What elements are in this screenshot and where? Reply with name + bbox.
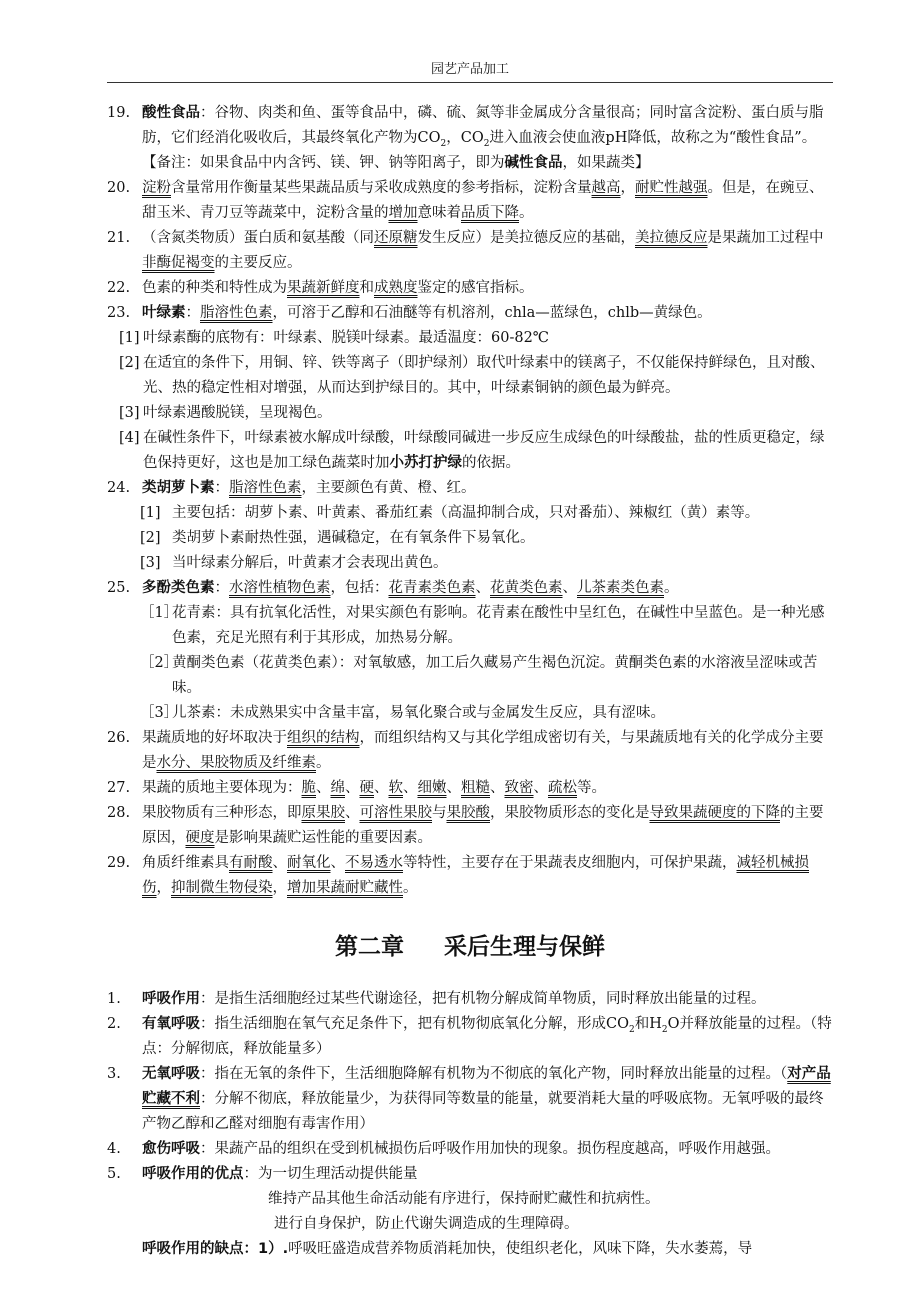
item-number: 26. — [107, 730, 131, 746]
sub-item-number: [1] — [119, 330, 140, 346]
term-title: 呼吸作用的优点 — [142, 1166, 244, 1182]
polyphenol-subitems — [107, 601, 833, 726]
sub-item — [107, 351, 833, 401]
list-item — [107, 776, 833, 801]
underlined-term: 致密 — [504, 780, 534, 796]
chlorophyll-subitems — [107, 326, 833, 476]
separator: 、 — [475, 580, 490, 596]
underlined-term: 淀粉 — [142, 180, 171, 196]
sub-item-text: 的依据。 — [462, 455, 520, 471]
list-item — [107, 301, 833, 326]
underlined-term: 有耐酸 — [229, 855, 273, 871]
list-block-1 — [107, 101, 833, 326]
sub-item-number: [2] — [140, 530, 161, 546]
underlined-term: 抑制微生物侵染 — [171, 880, 273, 896]
item-text: 呼吸旺盛造成营养物质消耗加快，使组织老化，风味下降，失水萎蔫，导 — [288, 1241, 753, 1257]
item-text: ， — [272, 880, 287, 896]
underlined-term: 果蔬新鲜度 — [287, 280, 360, 296]
item-text: 的主要反应。 — [214, 255, 302, 271]
term-title: 小苏打护绿 — [389, 455, 462, 471]
item-text: ： — [185, 305, 200, 321]
sub-item-number: ［2］ — [140, 655, 179, 671]
item-text: ，果胶物质形态的变化是 — [490, 805, 650, 821]
item-number: 1. — [107, 991, 121, 1007]
item-text: ：指在无氧的条件下，生活细胞降解有机物为不彻底的氧化产物，同时释放出能量的过程。（ — [200, 1066, 788, 1082]
underlined-term: 绵 — [330, 780, 345, 796]
item-text: ，而组织结构又与其化学组成密切有关，与果蔬质地有关的化学成分主要是 — [142, 730, 824, 771]
item-text: 是果蔬加工过程中 — [707, 230, 824, 246]
term-title: 无氧呼吸 — [142, 1066, 200, 1082]
item-text: 、 — [345, 780, 360, 796]
underlined-term: 减轻机械损伤 — [142, 855, 809, 896]
item-text: ，CO — [446, 130, 484, 146]
item-text: 。 — [403, 880, 418, 896]
item-text: 、 — [345, 805, 360, 821]
item-text: ，可溶于乙醇和石油醚等有机溶剂，chla—蓝绿色，chlb—黄绿色。 — [272, 305, 712, 321]
sub-item-text: 在适宜的条件下，用铜、锌、铁等离子（即护绿剂）取代叶绿素中的镁离子，不仅能保持鲜绿色，且对酸、光、热的稳定性相对增强，从而达到护绿目的。其中，叶绿素铜钠的颜色最为鲜亮。 — [143, 355, 825, 396]
underlined-term: 原果胶 — [301, 805, 345, 821]
carotenoid-subitems — [107, 501, 833, 576]
item-number: 24. — [107, 480, 131, 496]
item-text: （含氮类物质）蛋白质和氨基酸（同 — [142, 230, 374, 246]
list-item-5 — [107, 1162, 833, 1262]
item-text: 色素的种类和特性成为 — [142, 280, 287, 296]
item-number: 20. — [107, 180, 131, 196]
item-text: 进入血液会使血液pH降低，故称之为“酸性食品”。【备注：如果食品中内含钙、镁、钾、钠等阳离子，即为 — [142, 130, 817, 171]
underlined-term: 水溶性植物色素 — [229, 580, 331, 596]
item-text: 、 — [490, 780, 505, 796]
sub-item — [107, 426, 833, 476]
item-text: 和 — [359, 280, 374, 296]
item-text: 。 — [519, 205, 534, 221]
underlined-term: 对产品贮藏不利 — [142, 1066, 831, 1107]
item-text-line — [142, 1237, 833, 1262]
underlined-term: 细嫩 — [417, 780, 447, 796]
item-text: 意味着 — [417, 205, 461, 221]
separator: ： — [214, 580, 229, 596]
item-text: ：果蔬产品的组织在受到机械损伤后呼吸作用加快的现象。损伤程度越高，呼吸作用越强。 — [200, 1141, 780, 1157]
underlined-term: 水分、果胶物质及纤维素 — [156, 755, 316, 771]
underlined-term: 脆 — [301, 780, 316, 796]
item-text: 、 — [533, 780, 548, 796]
chapter-heading — [107, 927, 833, 967]
list-item-24 — [107, 476, 833, 501]
sub-item-text: 叶绿素遇酸脱镁，呈现褐色。 — [143, 405, 332, 421]
sub-item-text: 当叶绿素分解后，叶黄素才会表现出黄色。 — [172, 555, 448, 571]
item-text: 2 — [483, 138, 490, 149]
underlined-term: 越高 — [591, 180, 621, 196]
item-text: 等。 — [577, 780, 606, 796]
item-text: 是影响果蔬贮运性能的重要因素。 — [214, 830, 432, 846]
item-text: 。 — [664, 580, 679, 596]
sub-item-number: [3] — [140, 555, 161, 571]
item-number: 25. — [107, 580, 131, 596]
sub-item — [107, 526, 833, 551]
term-title: 酸性食品 — [142, 105, 200, 121]
list-item — [107, 226, 833, 276]
underlined-term: 品质下降 — [461, 205, 519, 221]
separator: ： — [214, 480, 229, 496]
underlined-term: 果胶酸 — [446, 805, 490, 821]
item-text: 果蔬的质地主要体现为： — [142, 780, 302, 796]
item-text: ，主要颜色有黄、橙、红。 — [301, 480, 476, 496]
list-item — [107, 276, 833, 301]
item-text: 、 — [316, 780, 331, 796]
item-text: 含量常用作衡量某些果蔬品质与采收成熟度的参考指标，淀粉含量 — [171, 180, 592, 196]
sub-item — [107, 326, 833, 351]
list-item — [107, 987, 833, 1012]
list-item — [107, 726, 833, 776]
list-item — [107, 1062, 833, 1137]
term-title: 呼吸作用 — [142, 991, 200, 1007]
sub-item — [107, 651, 833, 701]
list-item — [107, 1137, 833, 1162]
item-text: 和H — [634, 1016, 662, 1032]
underlined-term: 花青素类色素 — [388, 580, 476, 596]
item-text: 果胶物质有三种形态，即 — [142, 805, 302, 821]
underlined-term: 组织的结构 — [287, 730, 360, 746]
item-text: 鉴定的感官指标。 — [417, 280, 534, 296]
item-text: ， — [156, 880, 171, 896]
item-text: 、 — [272, 855, 287, 871]
sub-item-number: ［3］ — [140, 705, 179, 721]
item-text: 的主要原因， — [142, 805, 824, 846]
item-text: 等特性，主要存在于果蔬表皮细胞内，可保护果蔬， — [403, 855, 737, 871]
underlined-term: 粗糙 — [461, 780, 490, 796]
term-title: 呼吸作用的缺点 — [142, 1241, 244, 1257]
sub-item-text: 在碱性条件下，叶绿素被水解成叶绿酸，叶绿酸同碱进一步反应生成绿色的叶绿酸盐，盐的性质更稳定，绿色保持更好，这也是加工绿色蔬菜时加 — [143, 430, 825, 471]
term-title: 碱性食品 — [504, 155, 563, 171]
item-text: ：谷物、肉类和鱼、蛋等食品中，磷、硫、氮等非金属成分含量很高；同时富含淀粉、蛋白质与脂肪，它们经消化吸收后，其最终氧化产物为CO — [142, 105, 824, 146]
item-text: ：是指生活细胞经过某些代谢途径，把有机物分解成简单物质，同时释放出能量的过程。 — [200, 991, 766, 1007]
list-item — [107, 801, 833, 851]
separator: ： — [243, 1166, 258, 1182]
list-block-2 — [107, 726, 833, 901]
list-item — [107, 851, 833, 901]
sub-item-number: [2] — [119, 355, 140, 371]
underlined-term: 增加果蔬耐贮藏性 — [287, 880, 403, 896]
list-item — [107, 1012, 833, 1062]
sub-item — [107, 601, 833, 651]
underlined-term: 软 — [388, 780, 403, 796]
sub-item-number: [4] — [119, 430, 140, 446]
underlined-term: 美拉德反应 — [635, 230, 708, 246]
sub-item-text: 叶绿素酶的底物有：叶绿素、脱镁叶绿素。最适温度：60-82℃ — [143, 330, 550, 346]
underlined-term: 脂溶性色素 — [229, 480, 302, 496]
item-number: 21. — [107, 230, 131, 246]
item-text: 角质纤维素具 — [142, 855, 229, 871]
item-number: 22. — [107, 280, 131, 296]
item-text: ：指生活细胞在氧气充足条件下，把有机物彻底氧化分解，形成CO — [200, 1016, 629, 1032]
item-text: 、 — [446, 780, 461, 796]
term-title: 愈伤呼吸 — [142, 1141, 200, 1157]
item-text: 。 — [316, 755, 331, 771]
sub-item-number: [3] — [119, 405, 140, 421]
term-title: 有氧呼吸 — [142, 1016, 200, 1032]
item-number: 3. — [107, 1066, 121, 1082]
item-text: 与 — [432, 805, 447, 821]
underlined-term: 还原糖 — [374, 230, 418, 246]
sub-item — [107, 401, 833, 426]
underlined-term: 导致果蔬硬度的下降 — [649, 805, 780, 821]
item-text-line: 进行自身保护，防止代谢失调造成的生理障碍。 — [274, 1216, 579, 1232]
term-title: 叶绿素 — [142, 305, 186, 321]
underlined-term: 可溶性果胶 — [359, 805, 432, 821]
item-number: 4. — [107, 1141, 121, 1157]
separator: ：1）. — [243, 1241, 289, 1257]
sub-item — [107, 501, 833, 526]
underlined-term: 硬度 — [185, 830, 215, 846]
sub-item-text: 主要包括：胡萝卜素、叶黄素、番茄红素（高温抑制合成，只对番茄）、辣椒红（黄）素等。 — [172, 505, 760, 521]
underlined-term: 耐氧化 — [287, 855, 331, 871]
item-text: 为一切生理活动提供能量 — [258, 1166, 418, 1182]
item-text: 2 — [628, 1024, 635, 1035]
item-text: 发生反应）是美拉德反应的基础， — [417, 230, 635, 246]
sub-item-text: 花青素：具有抗氧化活性，对果实颜色有影响。花青素在酸性中呈红色，在碱性中呈蓝色。是一种光感色素，充足光照有利于其形成，加热易分解。 — [172, 605, 825, 646]
list-block-3 — [107, 987, 833, 1162]
underlined-term: 花黄类色素 — [490, 580, 563, 596]
term-title: 多酚类色素 — [142, 580, 215, 596]
item-text: 、 — [330, 855, 345, 871]
item-text: 果蔬质地的好坏取决于 — [142, 730, 287, 746]
item-text: O并释放能量的过程。（特点：分解彻底，释放能量多） — [142, 1016, 832, 1057]
underlined-term: 脂溶性色素 — [200, 305, 273, 321]
item-text: 、 — [403, 780, 418, 796]
chapter-label: 第二章 — [335, 934, 404, 960]
list-item — [107, 101, 833, 176]
underlined-term: 不易透水 — [345, 855, 403, 871]
item-text: ， — [620, 180, 635, 196]
item-number: 28. — [107, 805, 131, 821]
page-header: 园艺产品加工 — [107, 58, 833, 83]
item-text: ，如果蔬类】 — [562, 155, 650, 171]
item-number: 2. — [107, 1016, 121, 1032]
list-item — [107, 176, 833, 226]
item-text: ，包括： — [330, 580, 389, 596]
item-number: 5. — [107, 1166, 121, 1182]
item-number: 29. — [107, 855, 131, 871]
list-item-25 — [107, 576, 833, 601]
underlined-term: 成熟度 — [374, 280, 418, 296]
item-number: 23. — [107, 305, 131, 321]
underlined-term: 非酶促褐变 — [142, 255, 215, 271]
term-title: 类胡萝卜素 — [142, 480, 215, 496]
sub-item-number: ［1］ — [140, 605, 179, 621]
item-text: 、 — [374, 780, 389, 796]
item-number: 19. — [107, 105, 131, 121]
separator: 、 — [562, 580, 577, 596]
item-number: 27. — [107, 780, 131, 796]
chapter-title: 采后生理与保鲜 — [444, 934, 605, 960]
sub-item-text: 儿茶素：未成熟果实中含量丰富，易氧化聚合或与金属发生反应，具有涩味。 — [172, 705, 665, 721]
underlined-term: 耐贮性越强 — [635, 180, 708, 196]
item-text: 2 — [661, 1024, 668, 1035]
underlined-term: 硬 — [359, 780, 374, 796]
sub-item-text: 类胡萝卜素耐热性强，遇碱稳定，在有氧条件下易氧化。 — [172, 530, 535, 546]
content — [107, 101, 833, 1262]
item-text: 。但是，在豌豆、甜玉米、青刀豆等蔬菜中，淀粉含量的 — [142, 180, 824, 221]
sub-item — [107, 701, 833, 726]
item-text-line: 维持产品其他生命活动能有序进行，保持耐贮藏性和抗病性。 — [268, 1191, 660, 1207]
sub-item-text: 黄酮类色素（花黄类色素）：对氧敏感，加工后久藏易产生褐色沉淀。黄酮类色素的水溶液呈涩味或苦味。 — [172, 655, 818, 696]
sub-item — [107, 551, 833, 576]
underlined-term: 增加 — [388, 205, 418, 221]
underlined-term: 疏松 — [548, 780, 577, 796]
item-text: ：分解不彻底，释放能量少，为获得同等数量的能量，就要消耗大量的呼吸底物。无氧呼吸的最终产物乙醇和乙醛对细胞有毒害作用） — [142, 1091, 824, 1132]
underlined-term: 儿茶素类色素 — [577, 580, 664, 596]
item-text: 2 — [440, 138, 447, 149]
sub-item-number: [1] — [140, 505, 161, 521]
